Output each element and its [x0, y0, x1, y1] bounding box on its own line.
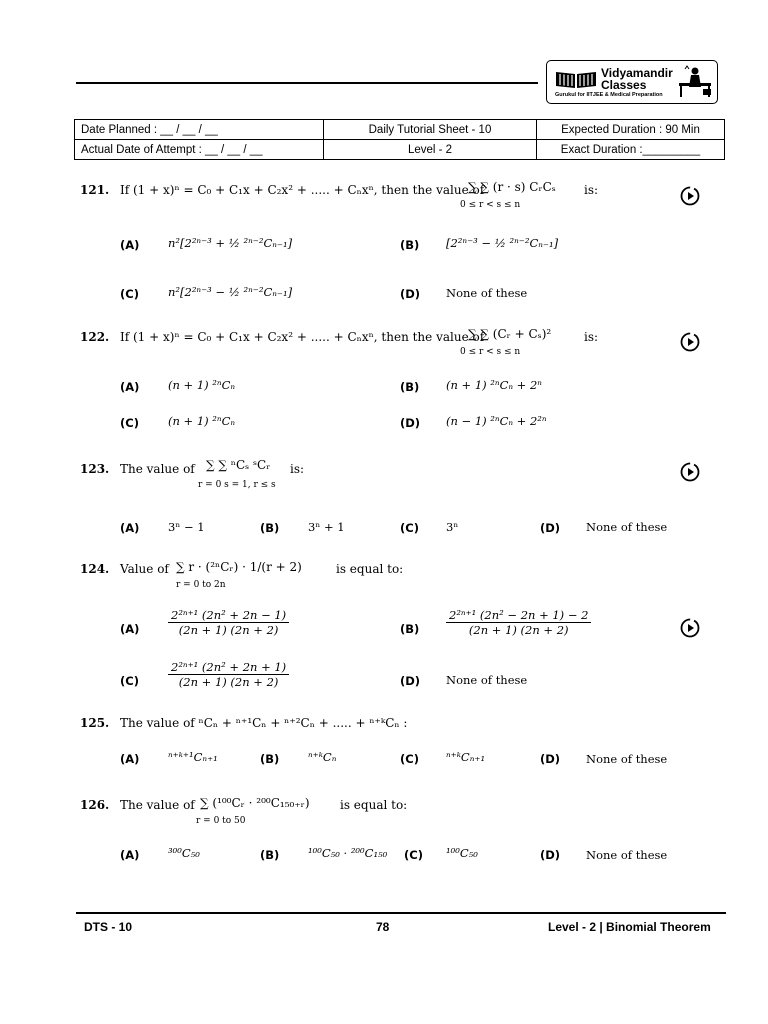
option-label: (B): [400, 622, 420, 636]
option-label: (B): [400, 238, 420, 252]
header-rule: [76, 82, 538, 84]
fraction-numerator: 2²ⁿ⁺¹ (2n² + 2n + 1): [168, 660, 289, 675]
footer-topic: Level - 2 | Binomial Theorem: [548, 920, 711, 934]
question-number: 121.: [80, 183, 110, 197]
option-text: [2²ⁿ⁻³ − ½ ²ⁿ⁻²Cₙ₋₁]: [446, 236, 559, 250]
option-label: (C): [120, 287, 139, 301]
option-text: 3ⁿ + 1: [308, 520, 345, 534]
sum-expression: ∑ ∑ (r · s) CᵣCₛ: [468, 180, 556, 194]
option-text: None of these: [586, 752, 668, 766]
fraction-numerator: 2²ⁿ⁺¹ (2n² + 2n − 1): [168, 608, 289, 623]
option-label: (C): [120, 416, 139, 430]
fraction-denominator: (2n + 1) (2n + 2): [178, 675, 279, 689]
play-video-icon[interactable]: [680, 332, 700, 352]
question-number: 125.: [80, 716, 110, 730]
logo: [546, 60, 718, 104]
option-label: (D): [540, 752, 561, 766]
option-text: (n + 1) ²ⁿCₙ + 2ⁿ: [446, 378, 542, 392]
option-text: ³⁰⁰C₅₀: [168, 846, 200, 860]
play-video-icon[interactable]: [680, 618, 700, 638]
question-stem: If (1 + x)ⁿ = C₀ + C₁x + C₂x² + ..... + Cₙxⁿ, then the value of: [120, 183, 485, 197]
option-label: (D): [400, 416, 421, 430]
logo-tagline: Gurukul for IITJEE & Medical Preparation: [555, 92, 663, 98]
question-number: 124.: [80, 562, 110, 576]
fraction-denominator: (2n + 1) (2n + 2): [468, 623, 569, 637]
option-label: (B): [260, 521, 280, 535]
fraction-numerator: 2²ⁿ⁺¹ (2n² − 2n + 1) − 2: [446, 608, 591, 623]
option-text: ¹⁰⁰C₅₀ · ²⁰⁰C₁₅₀: [308, 846, 388, 860]
option-label: (A): [120, 848, 140, 862]
sum-limits: r = 0 s = 1, r ≤ s: [198, 480, 276, 490]
header-table: [74, 119, 725, 160]
option-text: None of these: [446, 286, 528, 300]
fraction-denominator: (2n + 1) (2n + 2): [178, 623, 279, 637]
option-label: (B): [260, 848, 280, 862]
option-label: (C): [400, 752, 419, 766]
student-desk-icon: [677, 65, 713, 99]
footer-rule: [76, 912, 726, 914]
option-text: ¹⁰⁰C₅₀: [446, 846, 478, 860]
option-label: (A): [120, 521, 140, 535]
option-text: 3ⁿ − 1: [168, 520, 205, 534]
option-text: n²[2²ⁿ⁻³ + ½ ²ⁿ⁻²Cₙ₋₁]: [168, 236, 293, 250]
option-fraction: [168, 608, 289, 637]
question-stem: If (1 + x)ⁿ = C₀ + C₁x + C₂x² + ..... + Cₙxⁿ, then the value of: [120, 330, 485, 344]
question-stem: The value of ⁿCₙ + ⁿ⁺¹Cₙ + ⁿ⁺²Cₙ + ..... + ⁿ⁺ᵏCₙ :: [120, 716, 408, 730]
option-label: (B): [400, 380, 420, 394]
play-video-icon[interactable]: [680, 462, 700, 482]
question-number: 126.: [80, 798, 110, 812]
play-video-icon[interactable]: [680, 186, 700, 206]
sum-expression: ∑ ∑ (Cᵣ + Cₛ)²: [468, 327, 552, 341]
question-number: 122.: [80, 330, 110, 344]
sum-limits: r = 0 to 2n: [176, 580, 226, 590]
option-fraction: [446, 608, 591, 637]
book-icon: [555, 69, 597, 89]
question-stem-end: is:: [584, 183, 599, 197]
option-text: ⁿ⁺ᵏCₙ₊₁: [446, 750, 486, 764]
logo-name-1: Vidyamandir: [601, 66, 673, 80]
sum-limits: 0 ≤ r < s ≤ n: [460, 200, 521, 210]
footer-sheet-code: DTS - 10: [84, 920, 133, 934]
sum-limits: 0 ≤ r < s ≤ n: [460, 347, 521, 357]
question-stem: The value of: [120, 798, 195, 812]
option-text: ⁿ⁺ᵏCₙ: [308, 750, 337, 764]
option-text: ⁿ⁺ᵏ⁺¹Cₙ₊₁: [168, 750, 218, 764]
option-label: (A): [120, 752, 140, 766]
option-text: None of these: [446, 673, 528, 687]
option-text: (n − 1) ²ⁿCₙ + 2²ⁿ: [446, 414, 547, 428]
option-label: (D): [540, 521, 561, 535]
question-stem-end: is:: [290, 462, 305, 476]
option-label: (A): [120, 238, 140, 252]
level: Level - 2: [324, 140, 537, 160]
option-label: (B): [260, 752, 280, 766]
logo-name-2: Classes: [601, 78, 647, 92]
question-number: 123.: [80, 462, 110, 476]
date-planned: Date Planned : __ / __ / __: [75, 120, 324, 140]
question-stem-end: is:: [584, 330, 599, 344]
option-label: (D): [540, 848, 561, 862]
question-stem-end: is equal to:: [336, 562, 404, 576]
option-text: None of these: [586, 520, 668, 534]
sum-expression: ∑ ∑ ⁿCₛ ˢCᵣ: [206, 458, 271, 472]
question-stem: The value of: [120, 462, 195, 476]
option-label: (C): [120, 674, 139, 688]
actual-date: Actual Date of Attempt : __ / __ / __: [75, 140, 324, 160]
option-label: (D): [400, 674, 421, 688]
option-text: (n + 1) ²ⁿCₙ: [168, 414, 236, 428]
option-text: (n + 1) ²ⁿCₙ: [168, 378, 236, 392]
sum-expression: ∑ r · (²ⁿCᵣ) · 1/(r + 2): [176, 560, 302, 574]
sheet-title: Daily Tutorial Sheet - 10: [324, 120, 537, 140]
option-label: (C): [404, 848, 423, 862]
option-fraction: [168, 660, 289, 689]
option-label: (C): [400, 521, 419, 535]
footer-page-number: 78: [376, 920, 390, 934]
option-label: (A): [120, 622, 140, 636]
option-text: 3ⁿ: [446, 520, 459, 534]
question-stem-end: is equal to:: [340, 798, 408, 812]
option-label: (A): [120, 380, 140, 394]
sum-expression: ∑ (¹⁰⁰Cᵣ · ²⁰⁰C₁₅₀₊ᵣ): [200, 796, 310, 810]
option-label: (D): [400, 287, 421, 301]
sum-limits: r = 0 to 50: [196, 816, 246, 826]
expected-duration: Expected Duration : 90 Min: [537, 120, 725, 140]
option-text: n²[2²ⁿ⁻³ − ½ ²ⁿ⁻²Cₙ₋₁]: [168, 285, 293, 299]
exact-duration: Exact Duration :_________: [537, 140, 725, 160]
question-stem: Value of: [120, 562, 169, 576]
option-text: None of these: [586, 848, 668, 862]
